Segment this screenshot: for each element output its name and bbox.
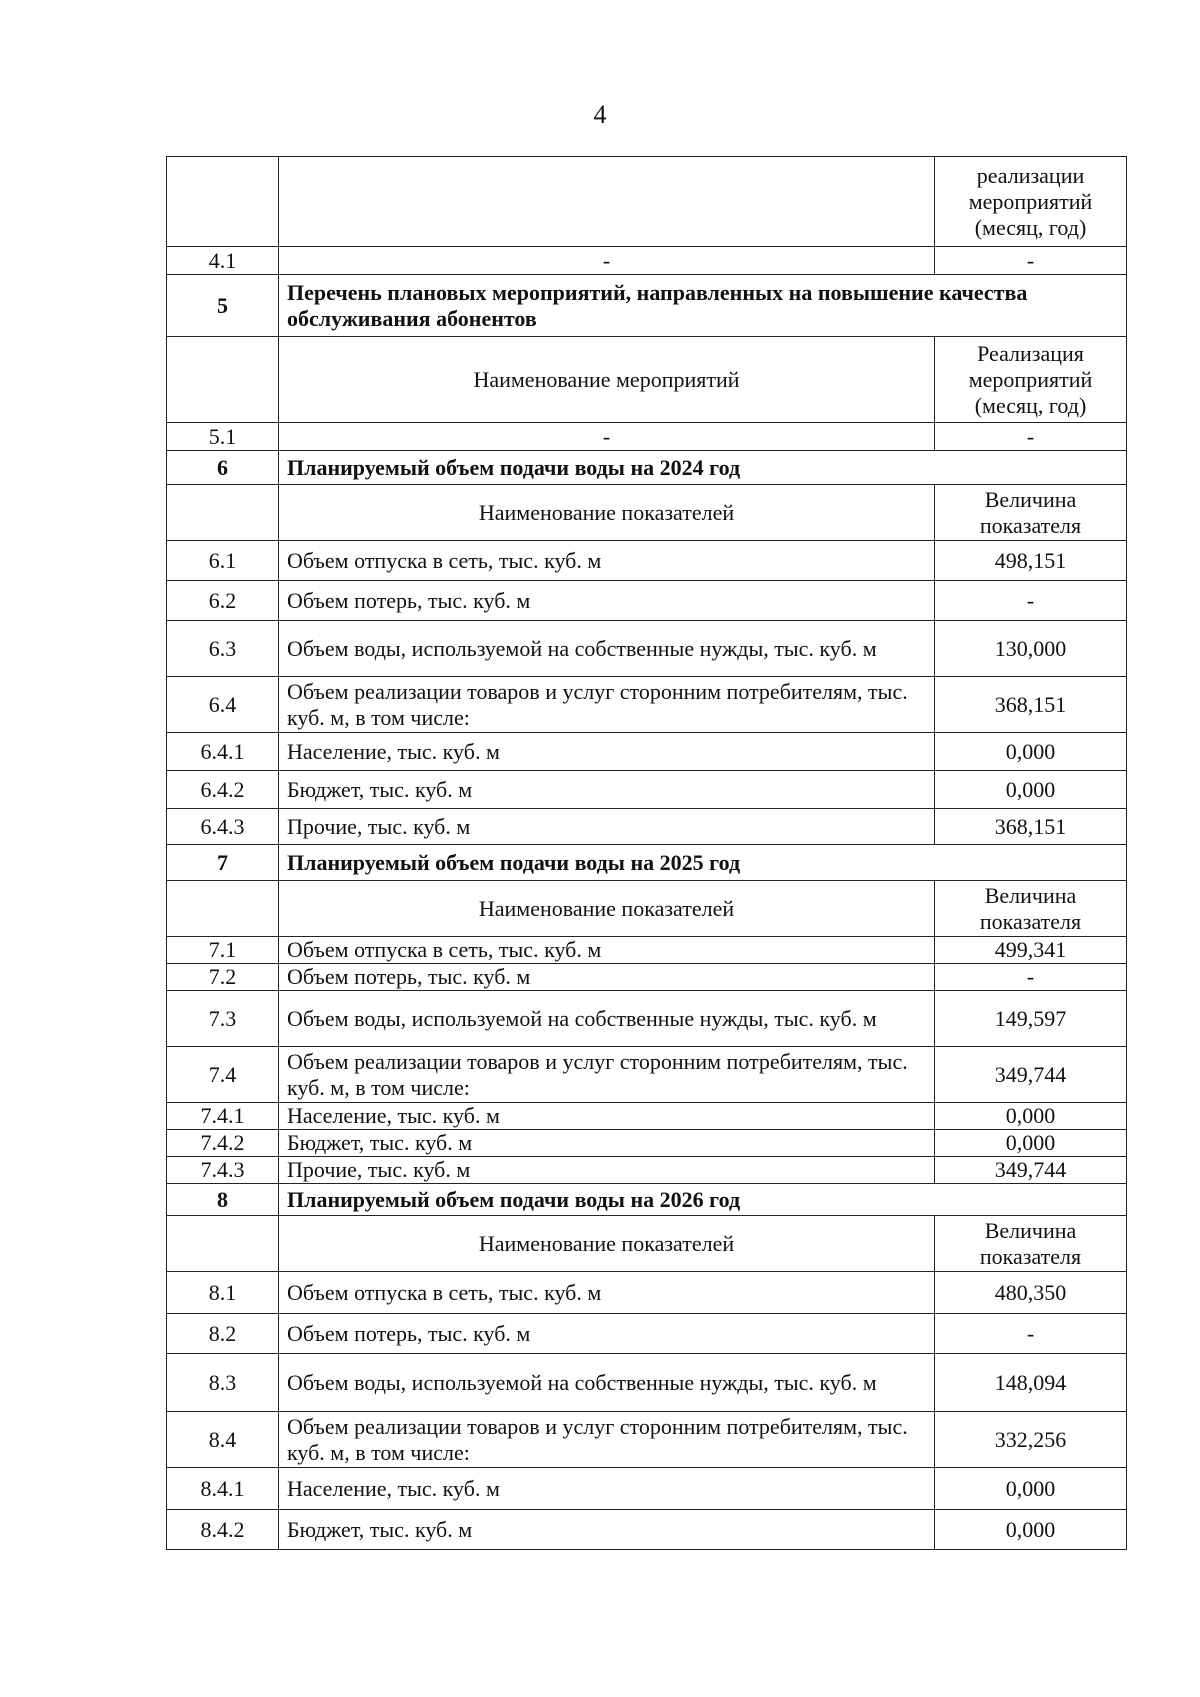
row-number: 8.4 — [167, 1412, 279, 1468]
row-value: 498,151 — [935, 541, 1127, 581]
continuation-header-cell: реализации мероприятий (месяц, год) — [935, 157, 1127, 247]
row-name: - — [279, 423, 935, 451]
table-row — [167, 423, 1127, 451]
empty-cell — [167, 485, 279, 541]
row-name: Население, тыс. куб. м — [279, 1103, 935, 1130]
row-value: 0,000 — [935, 1130, 1127, 1157]
row-name: Объем реализации товаров и услуг сторонним потребителям, тыс. куб. м, в том числе: — [279, 1412, 935, 1468]
section-header-row — [167, 1184, 1127, 1216]
column-header-value: Величина показателя — [935, 1216, 1127, 1272]
empty-cell — [279, 157, 935, 247]
row-name: Объем реализации товаров и услуг сторонним потребителям, тыс. куб. м, в том числе: — [279, 677, 935, 733]
page-number: 4 — [593, 100, 607, 129]
row-value: 148,094 — [935, 1354, 1127, 1412]
row-name: Объем потерь, тыс. куб. м — [279, 1314, 935, 1354]
row-value: 149,597 — [935, 991, 1127, 1047]
row-name: Население, тыс. куб. м — [279, 733, 935, 771]
empty-cell — [167, 337, 279, 423]
table-row — [167, 809, 1127, 845]
row-number: 6.3 — [167, 621, 279, 677]
row-value: 0,000 — [935, 1103, 1127, 1130]
section-number: 7 — [167, 845, 279, 881]
row-name: Прочие, тыс. куб. м — [279, 809, 935, 845]
table-row — [167, 1468, 1127, 1510]
row-name: - — [279, 247, 935, 275]
row-value: - — [935, 581, 1127, 621]
row-number: 7.3 — [167, 991, 279, 1047]
row-number: 8.4.1 — [167, 1468, 279, 1510]
table-row — [167, 621, 1127, 677]
row-name: Объем потерь, тыс. куб. м — [279, 581, 935, 621]
row-number: 6.4 — [167, 677, 279, 733]
column-header-row — [167, 337, 1127, 423]
row-value: 349,744 — [935, 1157, 1127, 1184]
row-number: 4.1 — [167, 247, 279, 275]
row-value: 499,341 — [935, 937, 1127, 964]
indicators-table — [166, 156, 1127, 1550]
row-number: 8.1 — [167, 1272, 279, 1314]
row-name: Население, тыс. куб. м — [279, 1468, 935, 1510]
column-header-value: Реализация мероприятий (месяц, год) — [935, 337, 1127, 423]
table-row — [167, 1157, 1127, 1184]
row-name: Бюджет, тыс. куб. м — [279, 771, 935, 809]
row-name: Объем потерь, тыс. куб. м — [279, 964, 935, 991]
row-number: 8.4.2 — [167, 1510, 279, 1550]
row-value: 332,256 — [935, 1412, 1127, 1468]
row-number: 7.1 — [167, 937, 279, 964]
table-row — [167, 1314, 1127, 1354]
table-row — [167, 1510, 1127, 1550]
section-title: Планируемый объем подачи воды на 2026 год — [279, 1184, 1127, 1216]
section-title: Перечень плановых мероприятий, направленных на повышение качества обслуживания абонентов — [279, 275, 1127, 337]
column-header-name: Наименование показателей — [279, 881, 935, 937]
table-row — [167, 1412, 1127, 1468]
table-row — [167, 1103, 1127, 1130]
row-name: Бюджет, тыс. куб. м — [279, 1510, 935, 1550]
row-number: 6.4.2 — [167, 771, 279, 809]
row-number: 7.4.2 — [167, 1130, 279, 1157]
table-row — [167, 937, 1127, 964]
section-header-row — [167, 451, 1127, 485]
row-number: 7.4.3 — [167, 1157, 279, 1184]
row-name: Объем отпуска в сеть, тыс. куб. м — [279, 937, 935, 964]
row-value: 0,000 — [935, 1468, 1127, 1510]
row-name: Объем воды, используемой на собственные нужды, тыс. куб. м — [279, 1354, 935, 1412]
section-number: 5 — [167, 275, 279, 337]
row-number: 5.1 — [167, 423, 279, 451]
column-header-row — [167, 485, 1127, 541]
table-row — [167, 541, 1127, 581]
row-number: 6.2 — [167, 581, 279, 621]
table-row — [167, 581, 1127, 621]
column-header-value: Величина показателя — [935, 881, 1127, 937]
table-row — [167, 677, 1127, 733]
table-row — [167, 157, 1127, 247]
empty-cell — [167, 157, 279, 247]
table-row — [167, 1047, 1127, 1103]
table-row — [167, 1130, 1127, 1157]
table-row — [167, 733, 1127, 771]
row-number: 6.1 — [167, 541, 279, 581]
row-number: 7.4.1 — [167, 1103, 279, 1130]
section-number: 6 — [167, 451, 279, 485]
column-header-name: Наименование показателей — [279, 485, 935, 541]
section-header-row — [167, 845, 1127, 881]
row-value: 0,000 — [935, 771, 1127, 809]
row-name: Объем реализации товаров и услуг сторонним потребителям, тыс. куб. м, в том числе: — [279, 1047, 935, 1103]
table-row — [167, 991, 1127, 1047]
row-value: 480,350 — [935, 1272, 1127, 1314]
row-value: - — [935, 423, 1127, 451]
row-value: 368,151 — [935, 809, 1127, 845]
row-value: - — [935, 964, 1127, 991]
row-value: 349,744 — [935, 1047, 1127, 1103]
row-value: 130,000 — [935, 621, 1127, 677]
row-name: Объем отпуска в сеть, тыс. куб. м — [279, 541, 935, 581]
row-value: 368,151 — [935, 677, 1127, 733]
table-row — [167, 1354, 1127, 1412]
row-number: 6.4.1 — [167, 733, 279, 771]
row-name: Объем отпуска в сеть, тыс. куб. м — [279, 1272, 935, 1314]
row-name: Объем воды, используемой на собственные нужды, тыс. куб. м — [279, 991, 935, 1047]
row-number: 8.3 — [167, 1354, 279, 1412]
row-number: 7.2 — [167, 964, 279, 991]
column-header-value: Величина показателя — [935, 485, 1127, 541]
section-title: Планируемый объем подачи воды на 2025 год — [279, 845, 1127, 881]
column-header-name: Наименование показателей — [279, 1216, 935, 1272]
row-name: Прочие, тыс. куб. м — [279, 1157, 935, 1184]
section-number: 8 — [167, 1184, 279, 1216]
column-header-name: Наименование мероприятий — [279, 337, 935, 423]
row-value: - — [935, 1314, 1127, 1354]
empty-cell — [167, 1216, 279, 1272]
section-title: Планируемый объем подачи воды на 2024 год — [279, 451, 1127, 485]
row-number: 6.4.3 — [167, 809, 279, 845]
section-header-row — [167, 275, 1127, 337]
row-value: 0,000 — [935, 733, 1127, 771]
row-value: 0,000 — [935, 1510, 1127, 1550]
empty-cell — [167, 881, 279, 937]
column-header-row — [167, 1216, 1127, 1272]
table-row — [167, 247, 1127, 275]
table-row — [167, 964, 1127, 991]
row-name: Объем воды, используемой на собственные нужды, тыс. куб. м — [279, 621, 935, 677]
row-value: - — [935, 247, 1127, 275]
table-row — [167, 1272, 1127, 1314]
row-number: 8.2 — [167, 1314, 279, 1354]
row-number: 7.4 — [167, 1047, 279, 1103]
column-header-row — [167, 881, 1127, 937]
row-name: Бюджет, тыс. куб. м — [279, 1130, 935, 1157]
table-row — [167, 771, 1127, 809]
